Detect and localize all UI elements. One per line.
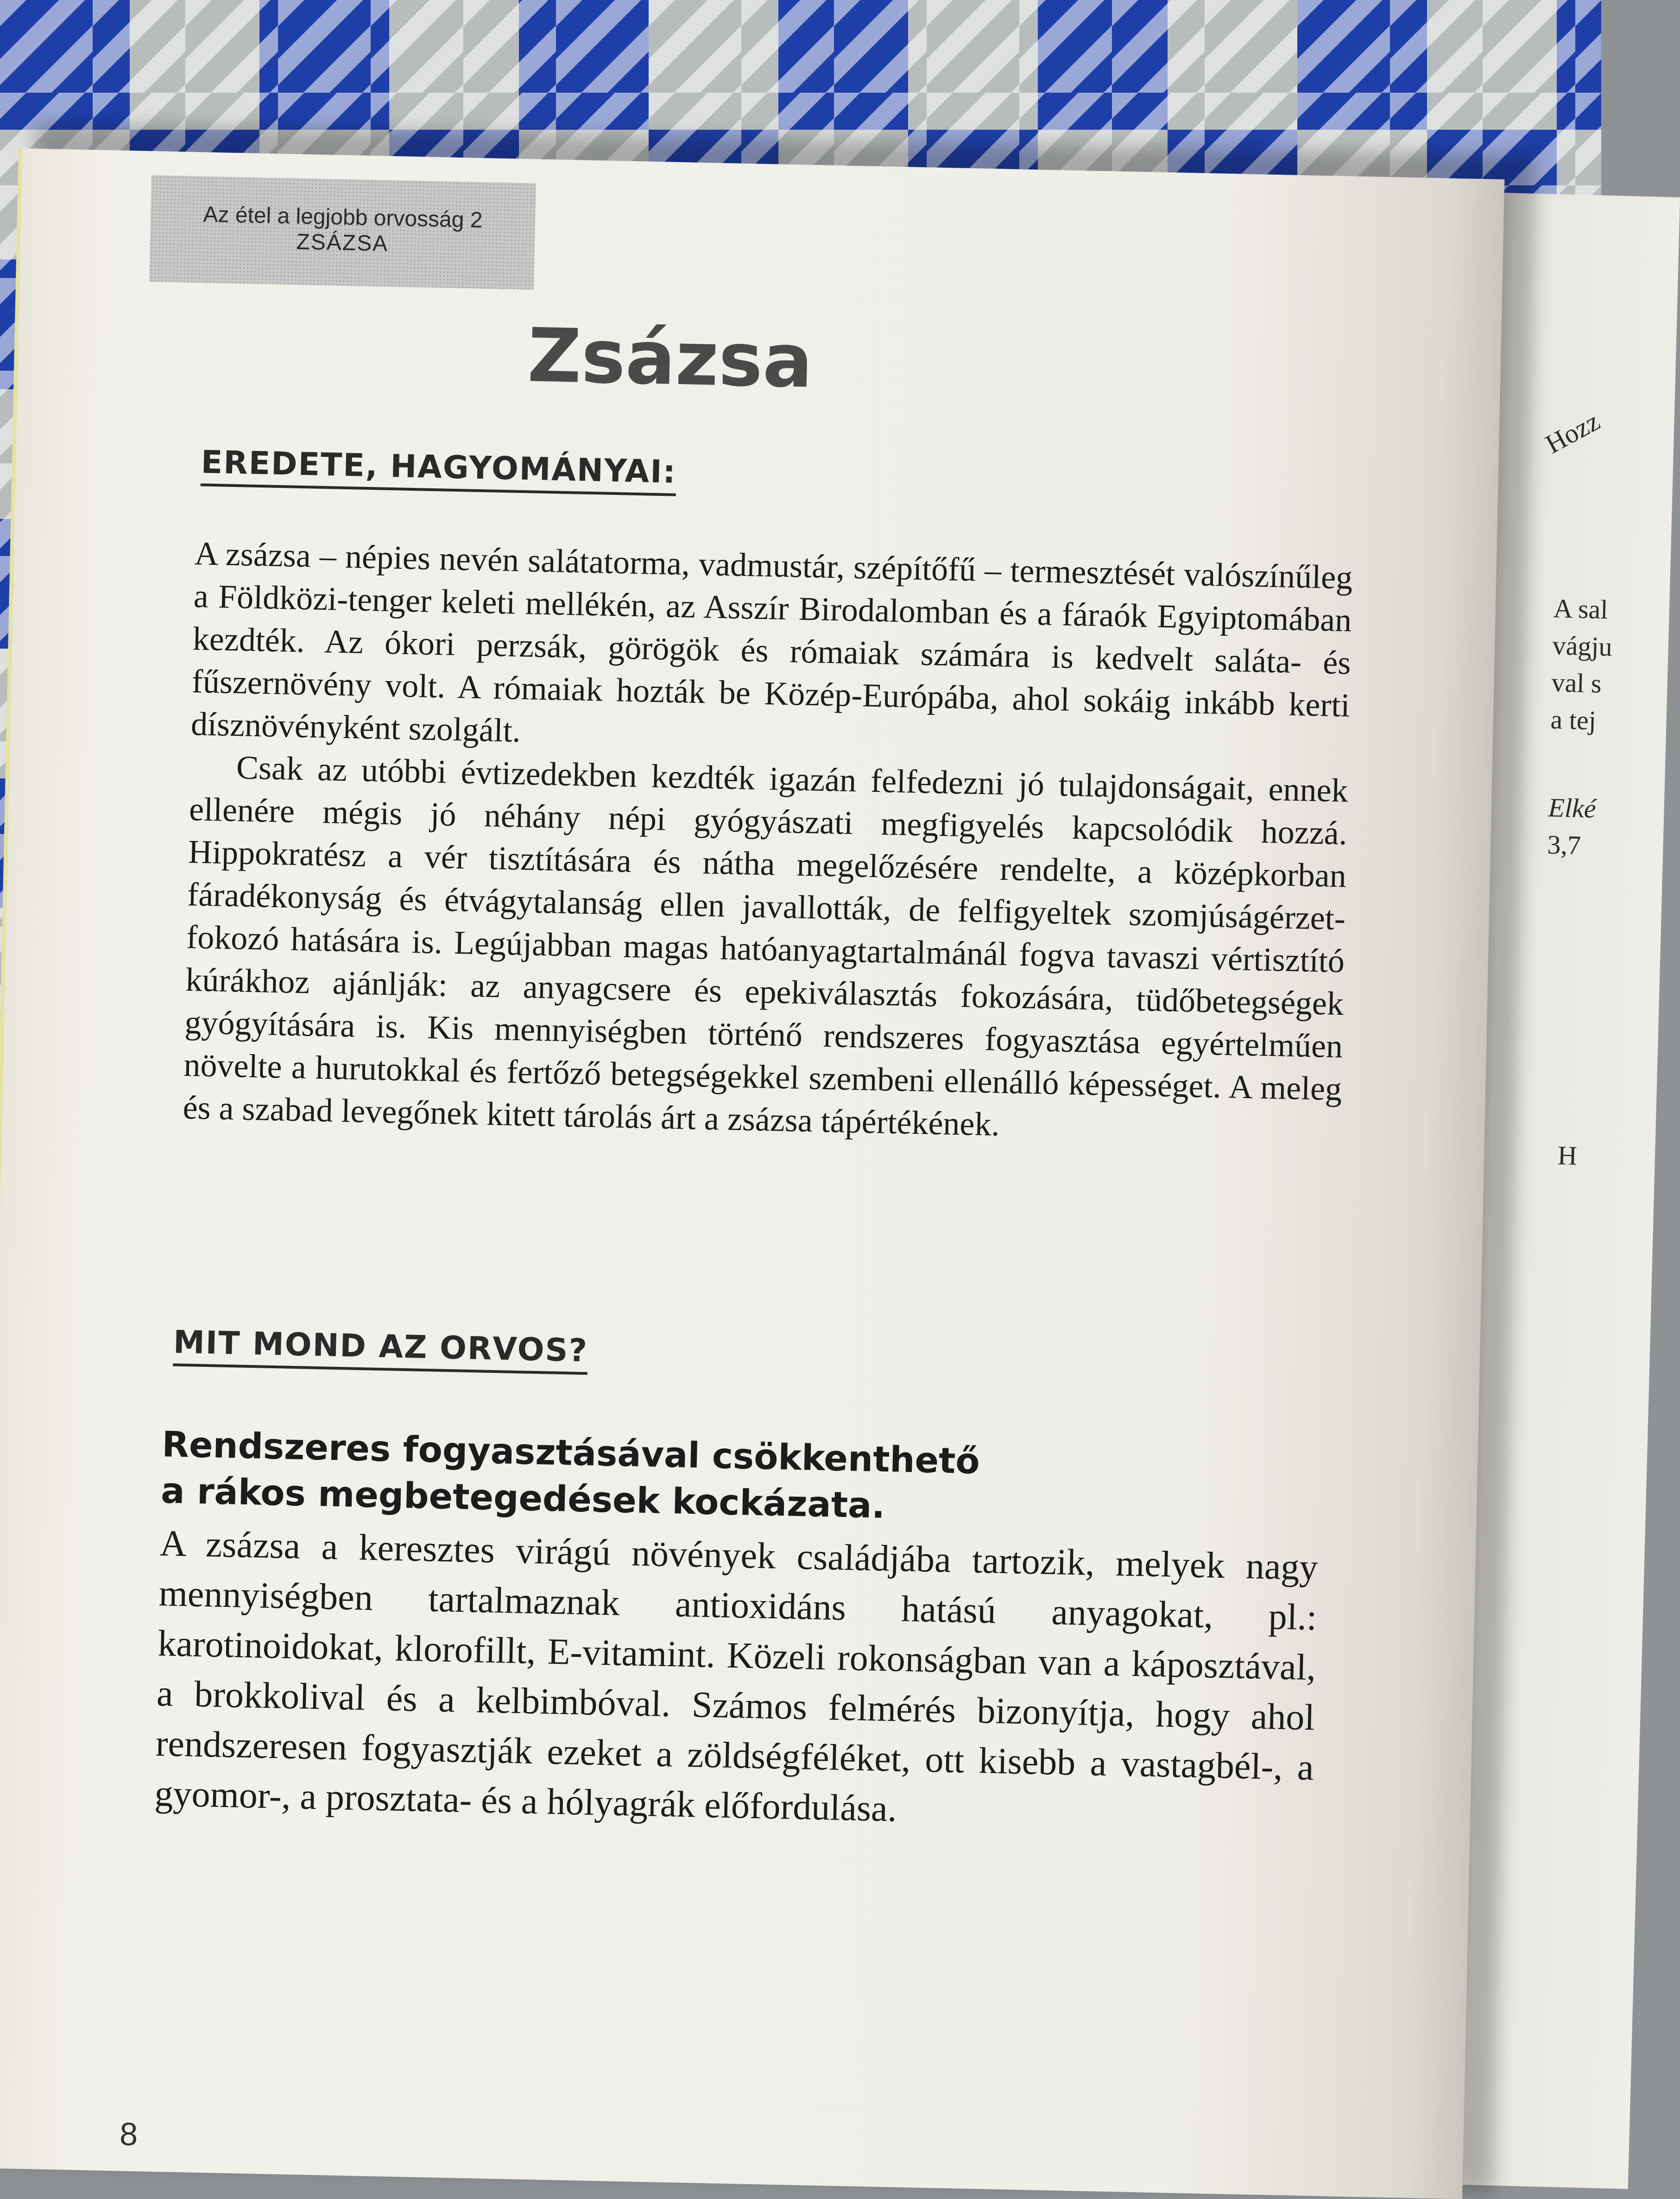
doctor-subheading	[160, 1421, 1320, 1538]
doctor-text	[154, 1518, 1319, 1843]
facing-page-fragment: vágju	[1552, 630, 1613, 662]
origin-text	[183, 532, 1353, 1153]
book-title: Az étel a legjobb orvosság 2	[203, 202, 483, 233]
origin-paragraph: Csak az utóbbi évtizedekben kezdték igazán felfedezni jó tulajdonságait, ennek ellenére mégis jó néhány népi gyógyászati megfigyelés kapcsolódik hozzá. Hippokratész a vér tisztítására és nátha megelőzésére rendelte, a középkorban fáradékonyság és étvágytalanság ellen javallották, de felfigyeltek szomjúságérzet-fokozó hatására is. Legújabban magas hatóanyagtartalmánál fogva tavaszi vértisztító kúrákhoz ajánlják: az anyagcsere és epekiválasztás fokozására, tüdőbetegségek gyógyítására is. Kis mennyiségben történő rendszeres fogyasztása egyértelműen növelte a hurutokkal és fertőző betegségekkel szembeni ellenálló képességet. A meleg és a szabad levegőnek kitett tárolás árt a zsázsa tápértékének.	[182, 749, 1349, 1143]
facing-page-fragment: val s	[1551, 667, 1602, 699]
book-page	[0, 148, 1504, 2199]
doctor-paragraph: A zsázsa a keresztes virágú növények családjába tartozik, melyek nagy mennyiségben tartalmaznak antioxidáns hatású anyagokat, pl.: karotinoidokat, klorofillt, E-vitamint. Közeli rokonságban van a káposztával, a brokkolival és a kelbimbóval. Számos felmérés bizonyítja, hogy ahol rendszeresen fogyasztják ezeket a zöldségféléket, ott kisebb a vastagbél-, a gyomor-, a prosztata- és a hólyagrák előfordulása.	[154, 1523, 1319, 1830]
page-number: 8	[119, 2116, 139, 2153]
facing-page-fragment: Hozz	[1540, 405, 1605, 460]
facing-page-fragment: a tej	[1550, 704, 1597, 736]
facing-page-fragment: Elké	[1547, 792, 1597, 824]
chapter-name: ZSÁZSA	[296, 229, 389, 256]
origin-heading: EREDETE, HAGYOMÁNYAI:	[201, 444, 677, 496]
origin-paragraph: A zsázsa – népies nevén salátatorma, vadmustár, szépítőfű – termesztését valószínűleg a Földközi-tenger keleti mellékén, az Asszír Birodalomban és a fáraók Egyiptomában kezdték. Az ókori perzsák, görögök és rómaiak számára is kedvelt saláta- és fűszernövény volt. A rómaiak hozták be Közép-Európába, ahol sokáig inkább kerti dísznövényként szolgált.	[190, 535, 1353, 749]
running-header	[149, 175, 536, 290]
page-title: Zsázsa	[526, 312, 814, 404]
doctor-subheading-line: a rákos megbetegedések kockázata.	[160, 1470, 886, 1526]
doctor-subheading-line: Rendszeres fogyasztásával csökkenthető	[161, 1423, 980, 1482]
doctor-heading: MIT MOND AZ ORVOS?	[173, 1324, 588, 1375]
facing-page-fragment: H	[1557, 1140, 1578, 1171]
facing-page-fragment: A sal	[1553, 593, 1609, 625]
facing-page-fragment: 3,7	[1547, 829, 1581, 860]
